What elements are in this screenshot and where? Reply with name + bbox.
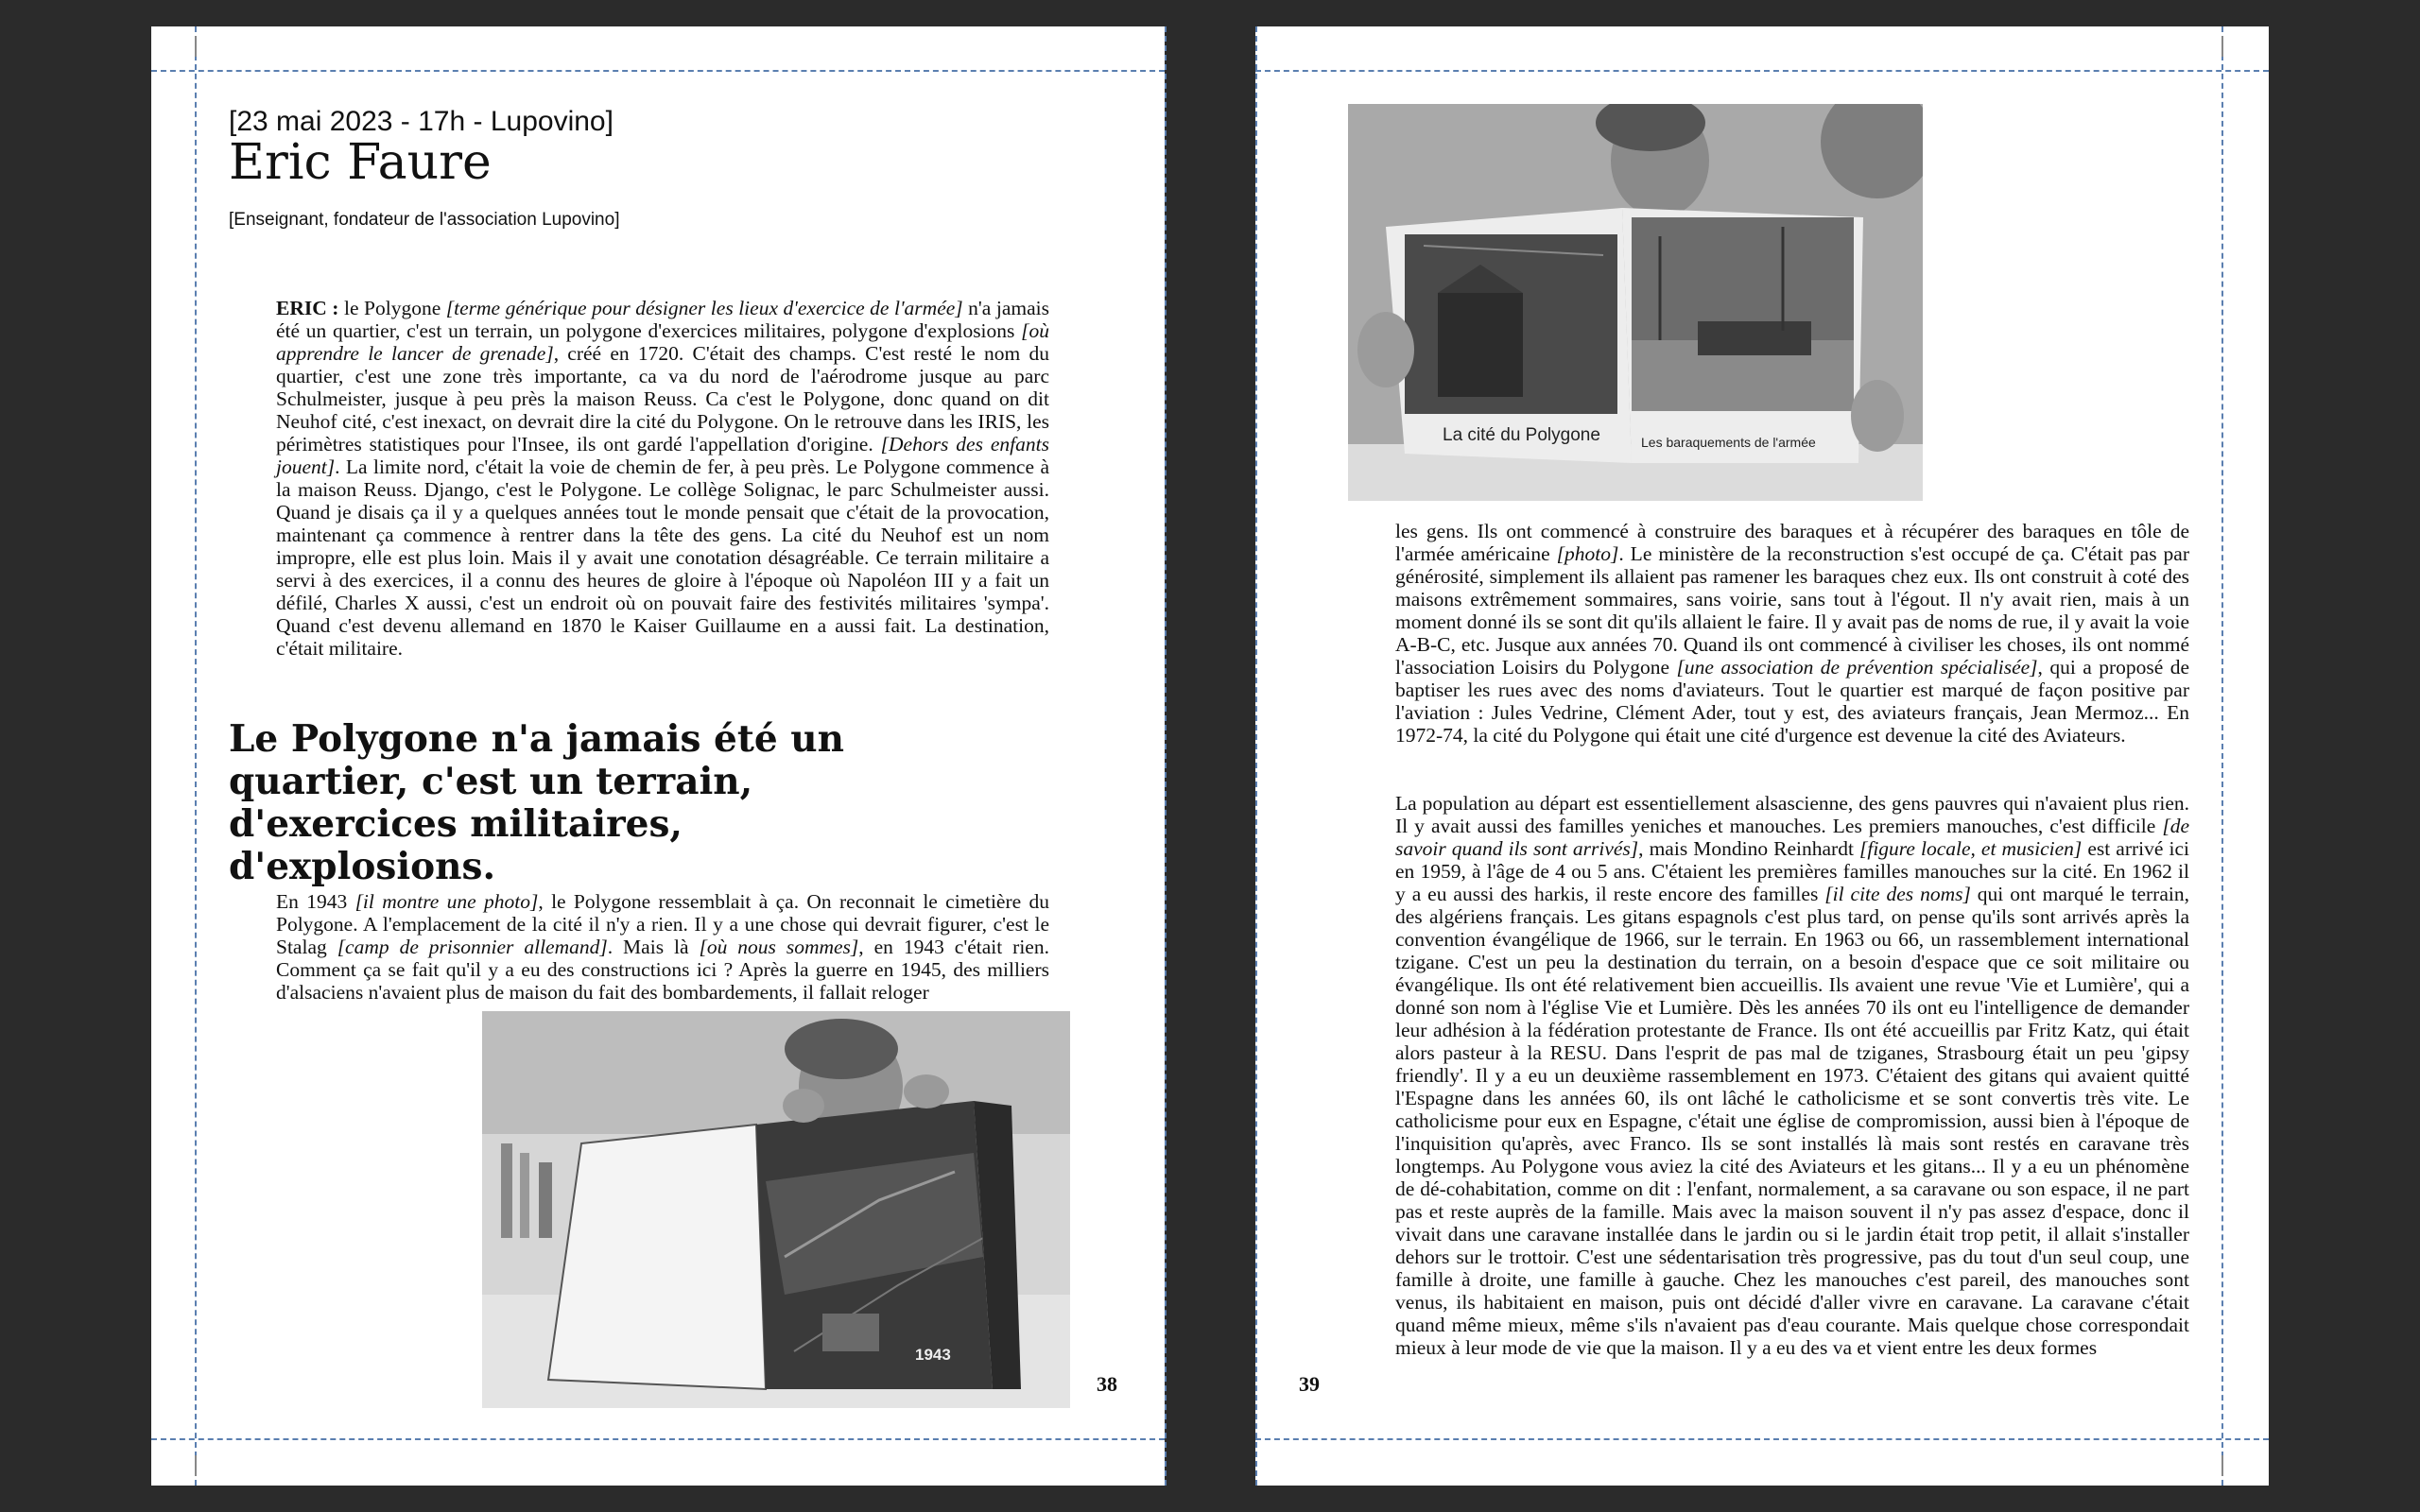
margin-guide — [151, 1438, 1165, 1440]
interviewee-role: [Enseignant, fondateur de l'association Lupovino] — [229, 210, 620, 230]
photo-aerial-book — [482, 1011, 1070, 1408]
page-number: 39 — [1299, 1372, 1320, 1396]
body-paragraph-2: En 1943 [il montre une photo], le Polygone ressemblait à ça. On reconnait le cimetière du Polygone. A l'emplacement de la cité il n'y a rien. Il y a une chose qui devrait figurer, c'est le Stalag [camp de prisonnier allemand]. Mais là [où nous sommes], en 1943 c'était rien. Comment ça se fait qu'il y a eu des constructions ici ? Après la guerre en 1945, des milliers d'alsaciens n'avaient plus de maison du fait des bombardements, il fallait reloger — [276, 890, 1049, 1004]
photo-caption-left: La cité du Polygone — [1443, 425, 1600, 445]
margin-guide — [1255, 1438, 2269, 1440]
speaker-label: ERIC : — [276, 297, 339, 319]
page-left — [151, 26, 1165, 1486]
photo-polygone-book-graphic — [1348, 104, 1923, 501]
margin-guide — [195, 26, 197, 1486]
margin-guide — [1255, 70, 2269, 72]
margin-guide — [151, 70, 1165, 72]
margin-guide — [2221, 26, 2223, 1486]
body-paragraph-1: ERIC : le Polygone [terme générique pour désigner les lieux d'exercice de l'armée] n'a jamais été un quartier, c'est un terrain, un polygone d'exercices militaires, polygone d'explosions [où apprendre le lancer de grenade], créé en 1720. C'était des champs. C'est resté le nom du quartier, c'est une zone très importante, ca va du nord de l'aérodrome jusque au parc Schulmeister, jusque à peu près la maison Reuss. Ca c'est le Polygone, donc quand on dit Neuhof cité, c'est inexact, on devrait dire la cité du Polygone. On le retrouve dans les IRIS, les périmètres statistiques pour l'Insee, ils ont gardé l'appellation d'origine. [Dehors des enfants jouent]. La limite nord, c'était la voie de chemin de fer, à peu près. Le Polygone commence à la maison Reuss. Django, c'est le Polygone. Le collège Solignac, le parc Schulmeister aussi. Quand je disais ça il y a quelques années tout le monde pensait que c'était de la provocation, maintenant ça commence à rentrer dans la tête des gens. La cité du Neuhof est un nom impropre, elle est plus loin. Mais il y avait une conotation désagréable. Ce terrain militaire a servi à des exercices, il a connu des heures de gloire à l'époque où Napoléon III y a fait un défilé, Charles X aussi, c'est un endroit où on pouvait faire des festivités militaires 'sympa'. Quand c'est devenu allemand en 1870 le Kaiser Guillaume en a aussi fait. La destination, c'était militaire. — [276, 297, 1049, 660]
crop-mark — [2221, 36, 2223, 57]
page-right — [1255, 26, 2269, 1486]
photo-aerial-book-graphic — [482, 1011, 1070, 1408]
interviewee-name: Eric Faure — [229, 134, 492, 191]
body-paragraph-3: les gens. Ils ont commencé à construire des baraques et à récupérer des baraques en tôle de l'armée américaine [photo]. Le ministère de la reconstruction s'est occupé de ça. C'était pas par générosité, simplement ils allaient pas ramener les baraques chez eux. Ils ont construit à coté des maisons extrêmement sommaires, sans voirie, sans tout à l'égout. Il n'y avait rien, mais à un moment donné ils se sont dit qu'ils allaient le faire. Il y avait pas de noms de rue, il y avait la voie A-B-C, etc. Jusque aux années 70. Quand ils ont commencé à civiliser les choses, ils ont nommé l'association Loisirs du Polygone [une association de prévention spécialisée], qui a proposé de baptiser les rues avec des noms d'aviateurs. Tout le quartier est marqué de façon positive par l'aviation : Jules Vedrine, Clément Ader, tout y est, des aviateurs français, Jean Mermoz... En 1972-74, la cité du Polygone qui était une cité d'urgence est devenue la cité des Aviateurs. — [1395, 520, 2189, 747]
crop-mark — [195, 1455, 197, 1476]
interview-kicker: [23 mai 2023 - 17h - Lupovino] — [229, 106, 614, 137]
body-paragraph-4: La population au départ est essentiellement alsascienne, des gens pauvres qui n'avaient plus rien. Il y avait aussi des familles yeniches et manouches. Les premiers manouches, c'est difficile [de savoir quand ils sont arrivés], mais Mondino Reinhardt [figure locale, et musicien] est arrivé ici en 1959, à l'âge de 4 ou 5 ans. C'étaient les premières familles manouches sur la cité. En 1962 il y a eu aussi des harkis, il reste encore des familles [il cite des noms] qui ont marqué le terrain, des algériens français. Les gitans espagnols c'est plus tard, on pense qu'ils sont arrivés après la convention évangélique de 1966, sur le terrain. En 1963 ou 66, un rassemblement international tzigane. C'est un peu la destination du terrain, on a besoin d'espace que ce soit militaire ou évangélique. Ils ont été relativement bien accueillis. Ils avaient une revue 'Vie et Lumière', qui a donné son nom à l'église Vie et Lumière. Dès les années 70 ils ont eu l'intelligence de demander leur adhésion à la fédération protestante de France. Ils ont été accueillis par Fritz Katz, qui était alors pasteur à la RESU. Dans l'esprit de pas mal de tziganes, Strasbourg était un peu 'gipsy friendly'. Il y a eu un deuxième rassemblement en 1973. C'étaient des gitans qui avaient quitté l'Espagne dans les années 60, ils ont lâché le catholicisme et se sont convertis très vite. Le catholicisme pour eux en Espagne, c'était une église de compromission, aussi bien à l'époque de l'inquisition qu'après, avec Franco. Ils se sont installés là mais sont restés en caravane très longtemps. Au Polygone vous aviez la cité des Aviateurs et les gitans... Il y a eu un phénomène de dé-cohabitation, comme on dit : l'enfant, normalement, a sa caravane ou son espace, il ne part pas et reste auprès de la famille. Mais avec la maison souvent il n'y pas assez d'espace, donc il vivait dans une caravane installée dans le jardin ou si le jardin était trop petit, il allait s'installer dehors sur le trottoir. C'est une sédentarisation très progressive, pas du tout d'un seul coup, une famille à droite, une famille à gauche. Chez les manouches c'est pareil, des manouches sont venus, ils habitaient en maison, puis ont décidé d'aller vivre en caravane. La caravane c'était quand même mieux, même s'ils n'avaient pas d'eau courante. Mais quelque chose correspondait mieux à leur mode de vie que la maison. Il y a eu des va et vient entre les deux formes — [1395, 792, 2189, 1359]
crop-mark — [2221, 1455, 2223, 1476]
crop-mark — [195, 36, 197, 57]
photo-caption-right: Les baraquements de l'armée — [1641, 435, 1816, 450]
pull-quote: Le Polygone n'a jamais été un quartier, c'est un terrain, d'exercices militaires, d'explosions. — [229, 717, 844, 888]
photo-polygone-book — [1348, 104, 1923, 501]
margin-guide — [1255, 26, 1257, 1486]
photo-caption-1943: 1943 — [915, 1346, 951, 1364]
margin-guide — [1165, 26, 1167, 1486]
page-number: 38 — [1097, 1372, 1117, 1396]
